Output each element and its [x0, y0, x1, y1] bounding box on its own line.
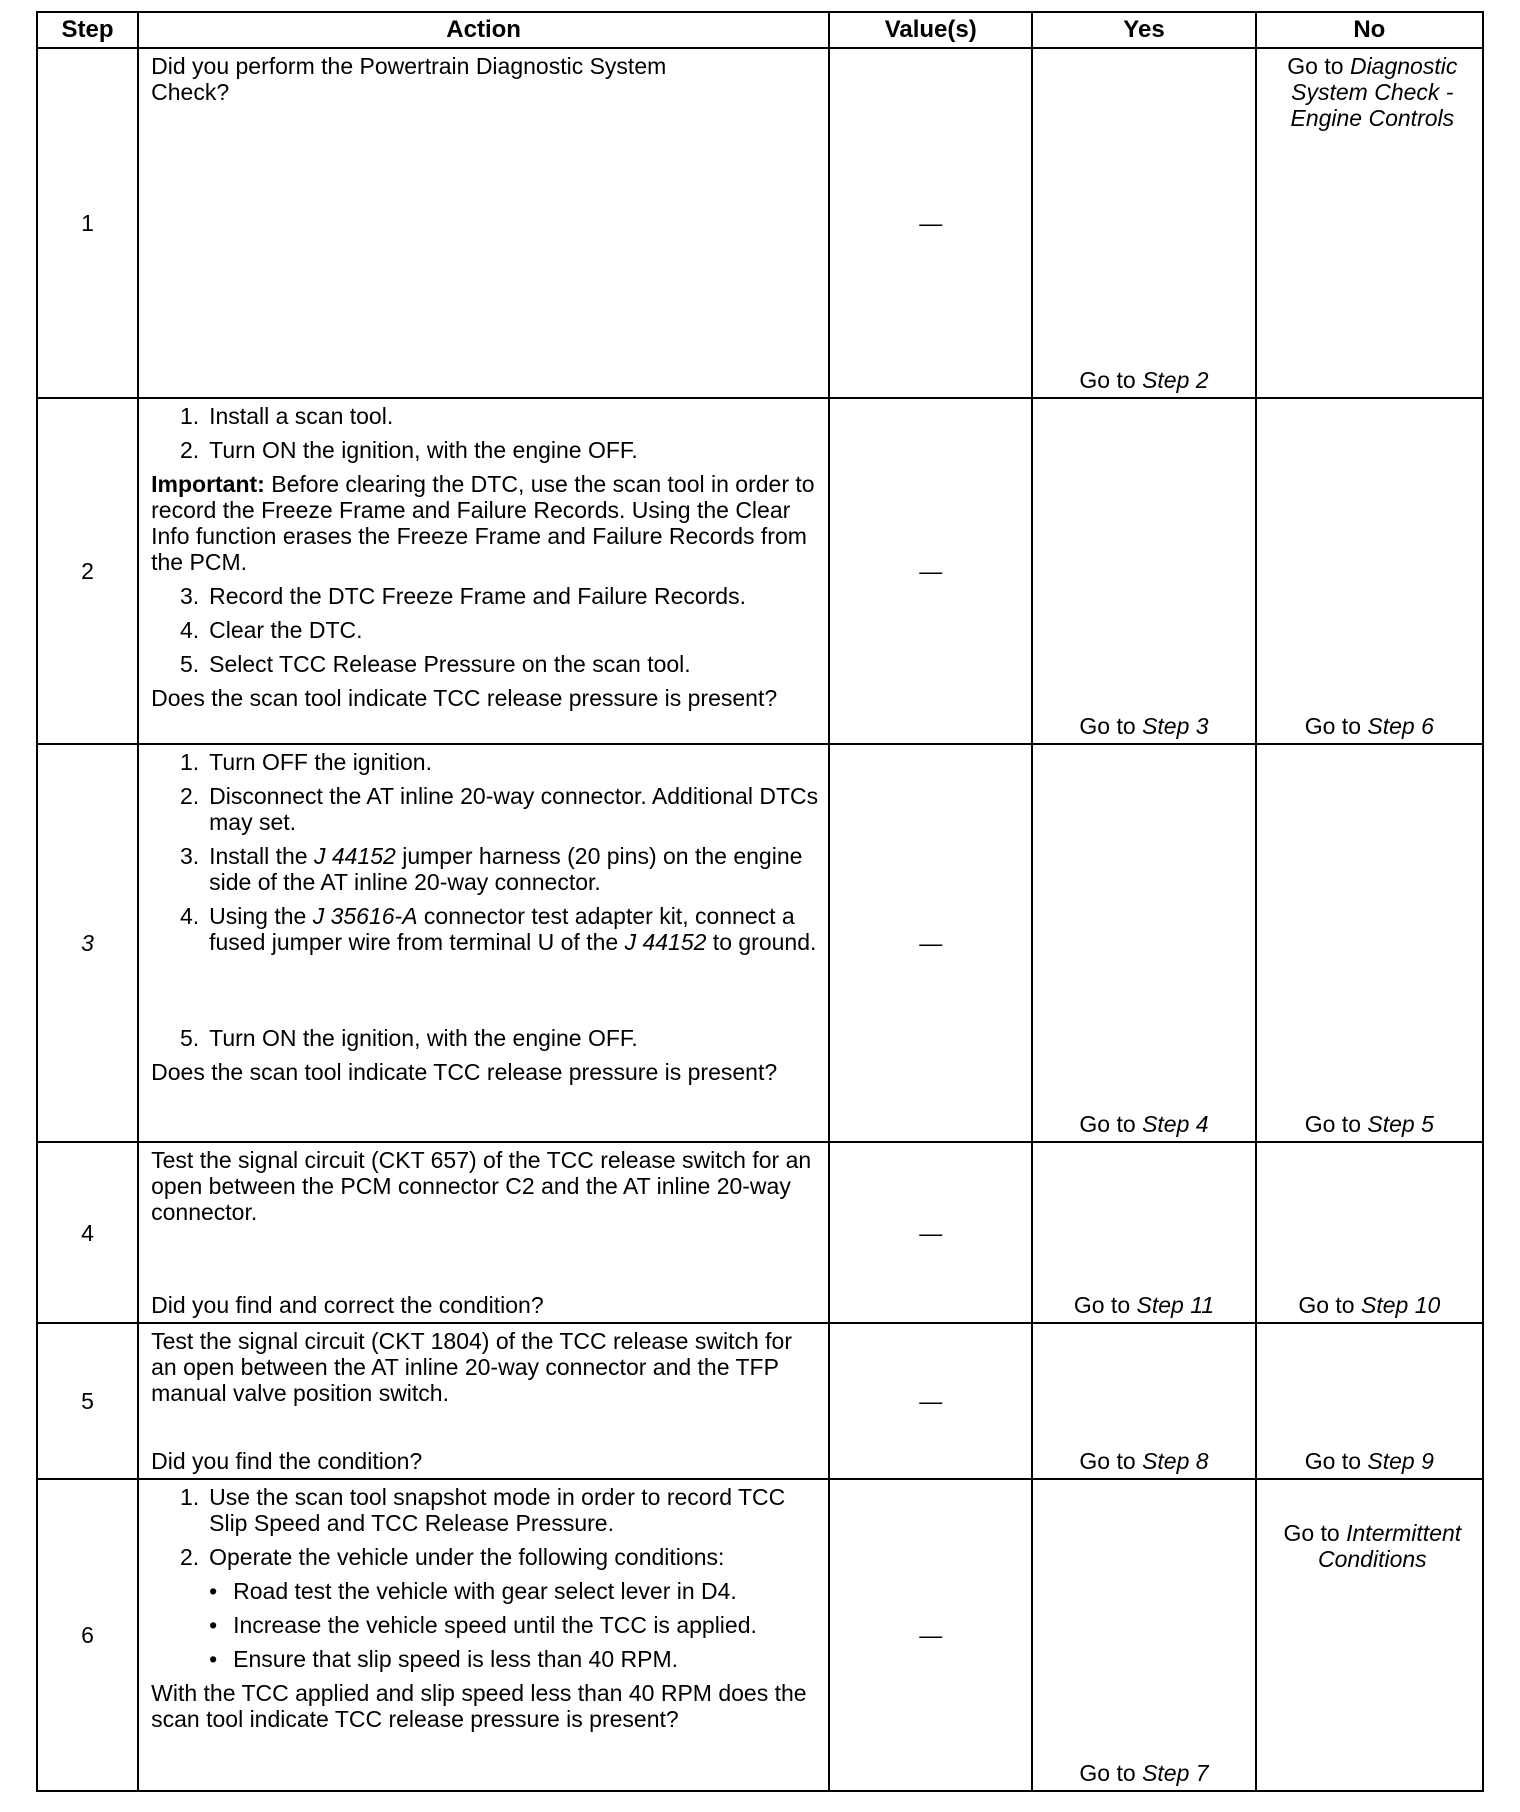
step-link[interactable]: Step 7 [1142, 1760, 1209, 1786]
no-cell [1256, 1479, 1483, 1791]
table-row [37, 1142, 1483, 1323]
value-cell: — [829, 1479, 1032, 1791]
no-cell [1256, 1323, 1483, 1479]
diagnostic-table [36, 11, 1484, 1792]
list-item: 3. Install the J 44152 jumper harness (20 pins) on the engine side of the AT inline 20-way connector. [179, 843, 803, 895]
yes-cell [1032, 48, 1255, 398]
step-number: 6 [37, 1479, 138, 1791]
step-number: 1 [37, 48, 138, 398]
goto-label: Go to [1079, 1448, 1143, 1474]
bullet-item: • Road test the vehicle with gear select lever in D4. [209, 1578, 737, 1604]
action-cell [138, 48, 829, 398]
list-item: 2. Disconnect the AT inline 20-way connector. Additional DTCs may set. [179, 783, 819, 835]
list-item: 5. Turn ON the ignition, with the engine OFF. [179, 1025, 638, 1051]
step-link[interactable]: Step 9 [1367, 1448, 1434, 1474]
bullet-item: • Ensure that slip speed is less than 40 RPM. [209, 1646, 679, 1672]
step-link[interactable]: Step 2 [1142, 367, 1209, 393]
important-note: Important: Before clearing the DTC, use the scan tool in order to record the Freeze Frame and Failure Records. Using the Clear Info function erases the Freeze Frame and Failure Records from the PCM. [151, 471, 815, 575]
action-text: Did you perform the Powertrain Diagnostic System Check? [151, 53, 667, 105]
step-number: 3 [37, 744, 138, 1142]
question-text: Did you find the condition? [151, 1448, 423, 1474]
header-row [37, 12, 1483, 48]
list-item: 1. Use the scan tool snapshot mode in order to record TCC Slip Speed and TCC Release Pressure. [179, 1484, 786, 1536]
list-item: 4. Using the J 35616-A connector test adapter kit, connect a fused jumper wire from terminal U of the J 44152 to ground. [179, 903, 817, 955]
goto-label: Go to [1079, 367, 1143, 393]
step-link[interactable]: Intermittent Conditions [1317, 1520, 1462, 1572]
yes-cell [1032, 1479, 1255, 1791]
goto-label: Go to [1304, 1448, 1368, 1474]
yes-cell [1032, 398, 1255, 744]
goto-label: Go to [1298, 1292, 1361, 1318]
action-cell [138, 398, 829, 744]
step-link[interactable]: Step 5 [1367, 1111, 1434, 1137]
action-text: Test the signal circuit (CKT 657) of the TCC release switch for an open between the PCM connector C2 and the AT inline 20-way connector. [151, 1147, 812, 1225]
list-item: 3. Record the DTC Freeze Frame and Failure Records. [179, 583, 746, 609]
step-number: 4 [37, 1142, 138, 1323]
goto-label: Go to [1079, 1111, 1143, 1137]
yes-cell [1032, 744, 1255, 1142]
table-row [37, 48, 1483, 398]
header-yes: Yes [1032, 12, 1255, 48]
action-cell [138, 1323, 829, 1479]
header-action: Action [138, 12, 829, 48]
table-row [37, 1323, 1483, 1479]
yes-cell [1032, 1142, 1255, 1323]
list-item: 2. Operate the vehicle under the following conditions: [179, 1544, 725, 1570]
yes-cell [1032, 1323, 1255, 1479]
question-text: Did you find and correct the condition? [151, 1292, 544, 1318]
action-cell [138, 1142, 829, 1323]
list-item: 1. Turn OFF the ignition. [179, 749, 432, 775]
goto-label: Go to [1304, 1111, 1368, 1137]
list-item: 5. Select TCC Release Pressure on the scan tool. [179, 651, 691, 677]
list-item: 2. Turn ON the ignition, with the engine OFF. [179, 437, 638, 463]
value-cell: — [829, 1142, 1032, 1323]
goto-label: Go to [1304, 713, 1368, 739]
header-values: Value(s) [829, 12, 1032, 48]
no-cell [1256, 398, 1483, 744]
goto-label: Go to [1079, 1760, 1143, 1786]
action-cell [138, 1479, 829, 1791]
question-text: With the TCC applied and slip speed less than 40 RPM does the scan tool indicate TCC release pressure is present? [151, 1680, 807, 1732]
header-no: No [1256, 12, 1483, 48]
goto-label: Go to [1287, 53, 1350, 79]
no-cell [1256, 1142, 1483, 1323]
action-cell [138, 744, 829, 1142]
step-number: 2 [37, 398, 138, 744]
goto-label: Go to [1073, 1292, 1137, 1318]
list-item: 4. Clear the DTC. [179, 617, 363, 643]
step-link[interactable]: Step 3 [1142, 713, 1209, 739]
question-text: Does the scan tool indicate TCC release pressure is present? [151, 1059, 778, 1085]
action-text: Test the signal circuit (CKT 1804) of the TCC release switch for an open between the AT inline 20-way connector and the TFP manual valve position switch. [151, 1328, 792, 1406]
value-cell: — [829, 744, 1032, 1142]
no-cell [1256, 744, 1483, 1142]
step-link[interactable]: Step 10 [1361, 1292, 1441, 1318]
header-step: Step [37, 12, 138, 48]
table-row [37, 398, 1483, 744]
no-cell [1256, 48, 1483, 398]
step-number: 5 [37, 1323, 138, 1479]
value-cell: — [829, 1323, 1032, 1479]
question-text: Does the scan tool indicate TCC release pressure is present? [151, 685, 778, 711]
value-cell: — [829, 48, 1032, 398]
table-row [37, 744, 1483, 1142]
goto-label: Go to [1079, 713, 1143, 739]
value-cell: — [829, 398, 1032, 744]
list-item: 1. Install a scan tool. [179, 403, 394, 429]
step-link[interactable]: Diagnostic System Check - Engine Controls [1290, 53, 1458, 131]
step-link[interactable]: Step 11 [1136, 1292, 1215, 1318]
bullet-item: • Increase the vehicle speed until the TCC is applied. [209, 1612, 757, 1638]
table-row [37, 1479, 1483, 1791]
step-link[interactable]: Step 8 [1142, 1448, 1209, 1474]
step-link[interactable]: Step 4 [1142, 1111, 1209, 1137]
goto-label: Go to [1283, 1520, 1347, 1546]
step-link[interactable]: Step 6 [1367, 713, 1434, 739]
